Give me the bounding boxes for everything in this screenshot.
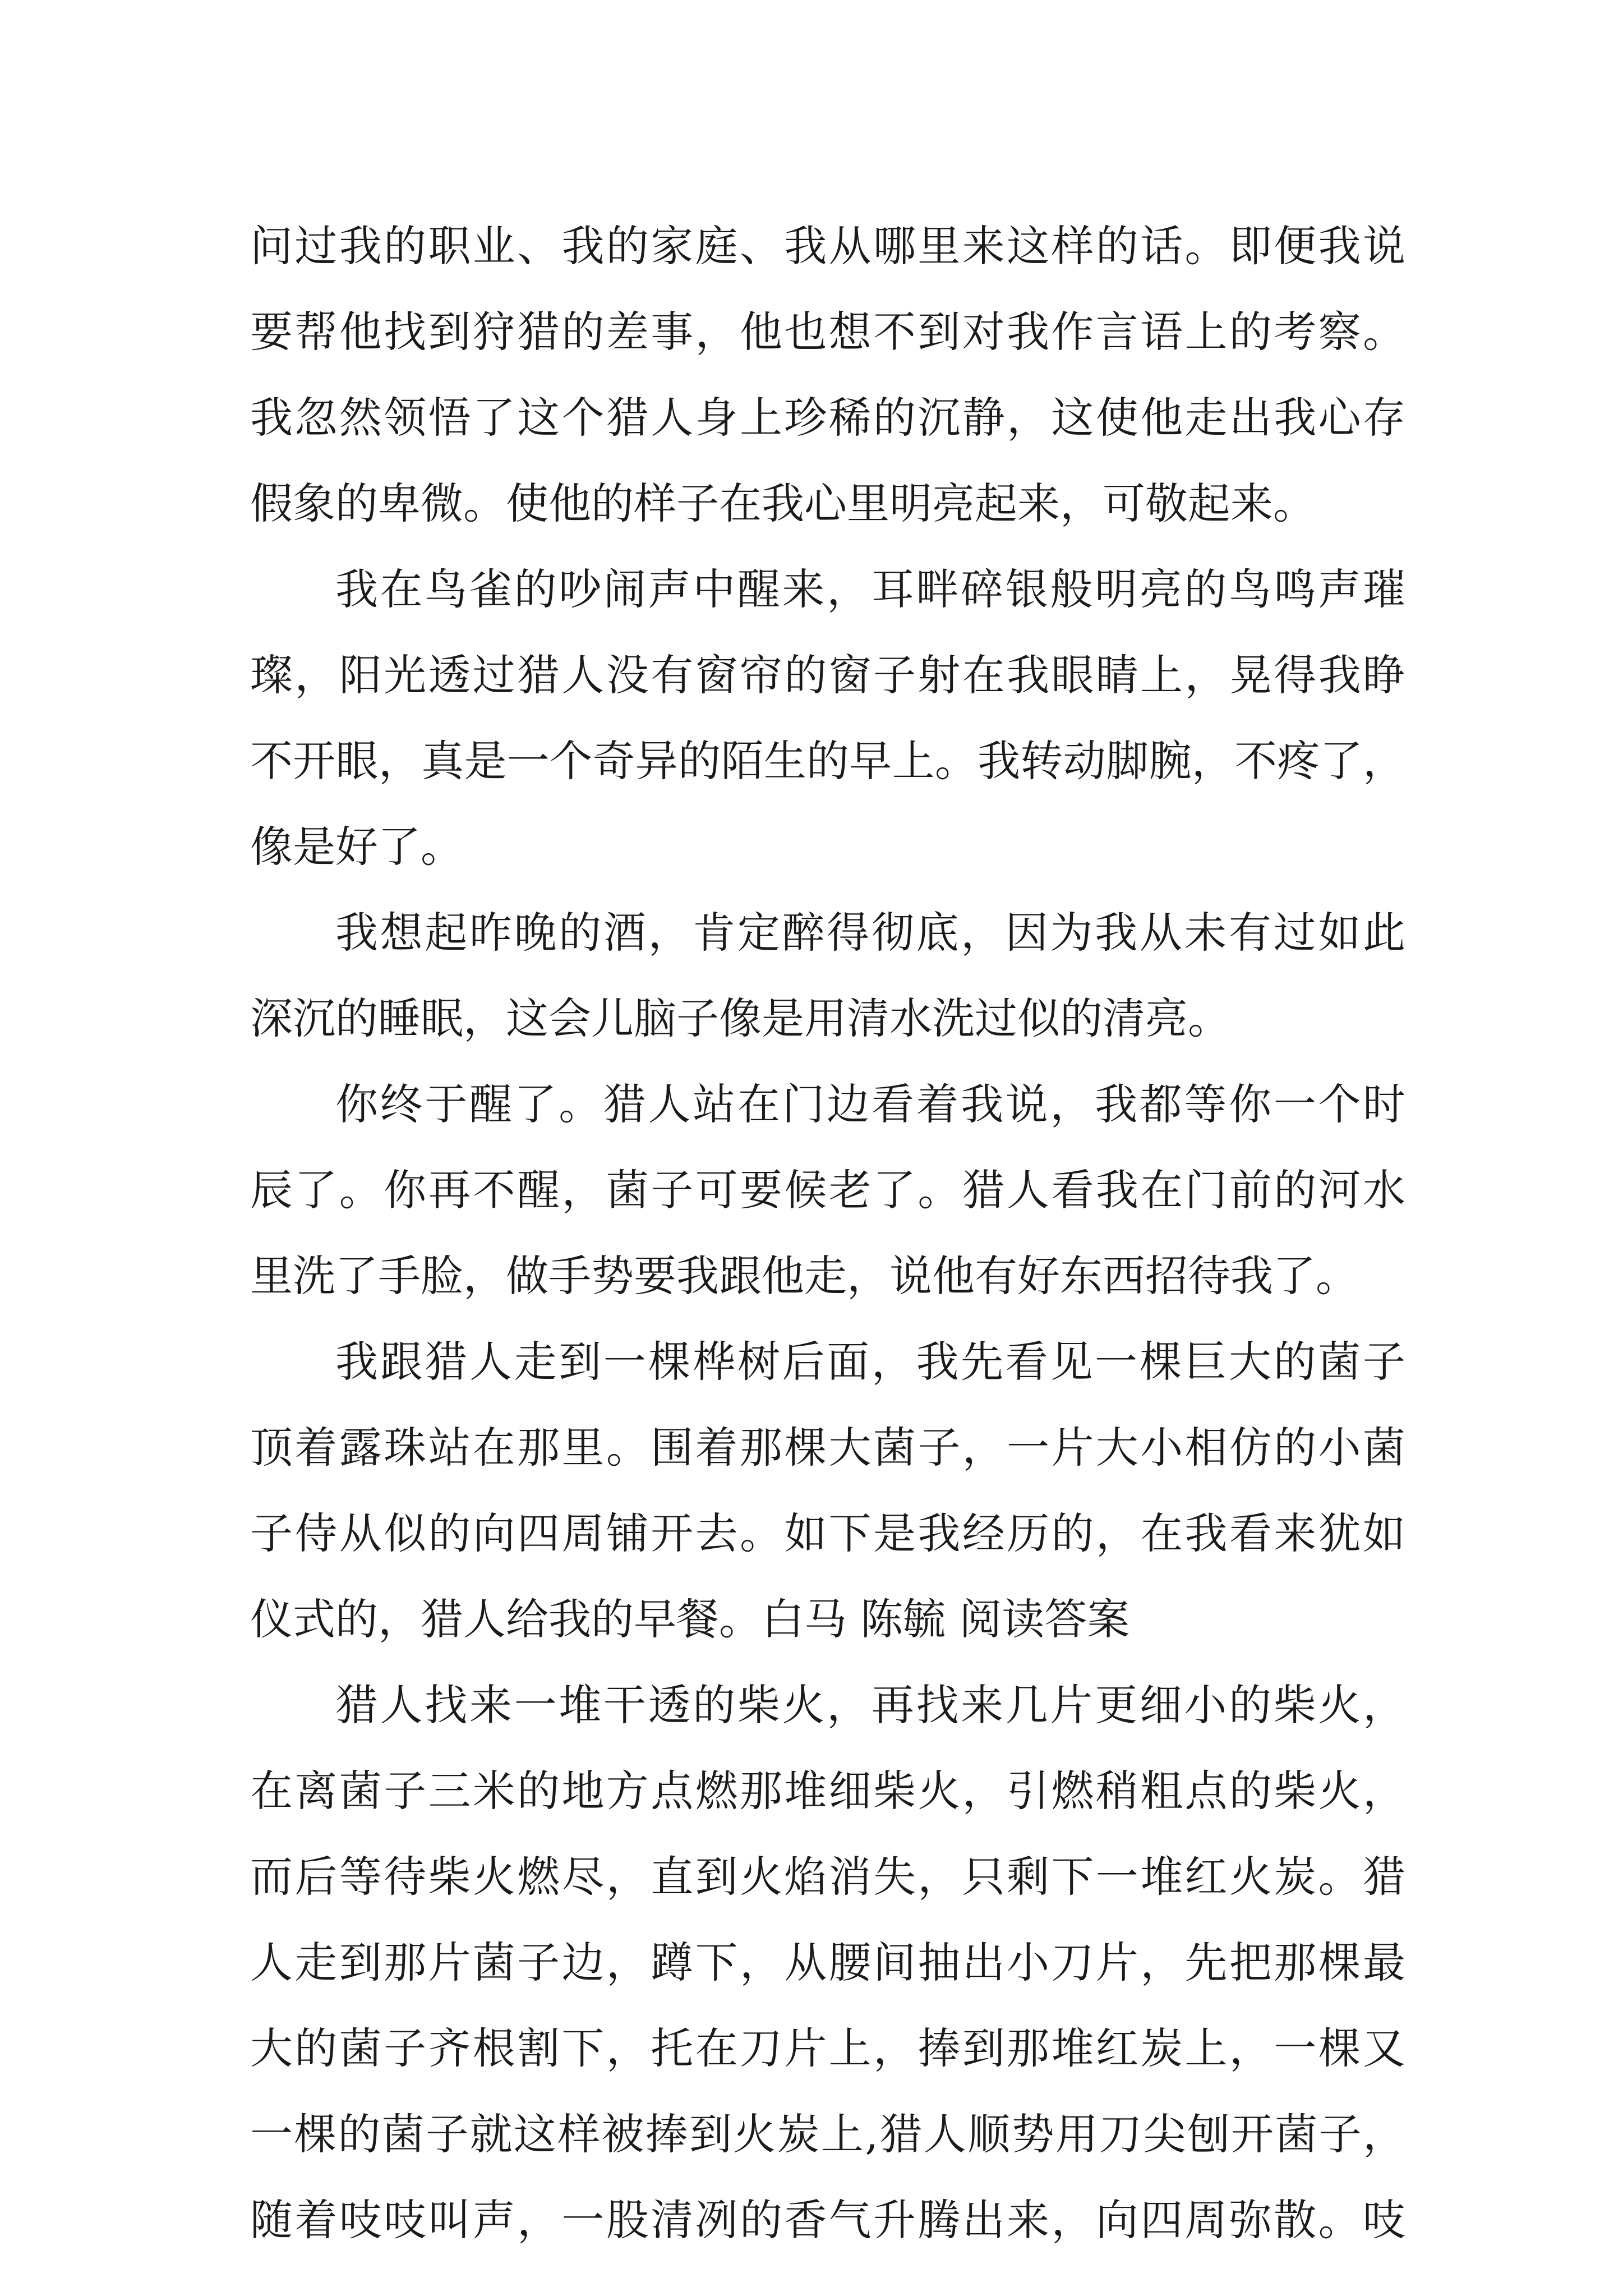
text-line: 随着吱吱叫声，一股清冽的香气升腾出来，向四周弥散。吱	[250, 2195, 1405, 2245]
text-line: 子侍从似的向四周铺开去。如下是我经历的，在我看来犹如	[250, 1508, 1405, 1558]
text-line: 而后等待柴火燃尽，直到火焰消失，只剩下一堆红火炭。猎	[250, 1852, 1405, 1902]
text-line: 仪式的，猎人给我的早餐。白马 陈毓 阅读答案	[250, 1594, 1130, 1644]
text-line: 在离菌子三米的地方点燃那堆细柴火，引燃稍粗点的柴火，	[250, 1766, 1405, 1816]
text-line: 要帮他找到狩猎的差事，他也想不到对我作言语上的考察。	[250, 307, 1405, 357]
text-line: 人走到那片菌子边，蹲下，从腰间抽出小刀片，先把那棵最	[250, 1938, 1405, 1987]
text-line: 深沉的睡眠，这会儿脑子像是用清水洗过似的清亮。	[250, 993, 1230, 1043]
text-line: 我跟猎人走到一棵桦树后面，我先看见一棵巨大的菌子	[335, 1337, 1405, 1387]
body-text	[250, 203, 1405, 2263]
text-line: 顶着露珠站在那里。围着那棵大菌子，一片大小相仿的小菌	[250, 1423, 1405, 1473]
text-line: 假象的卑微。使他的样子在我心里明亮起来，可敬起来。	[250, 478, 1316, 528]
text-line: 我在鸟雀的吵闹声中醒来，耳畔碎银般明亮的鸟鸣声璀	[335, 564, 1405, 614]
text-line: 像是好了。	[250, 822, 463, 872]
text-line: 你终于醒了。猎人站在门边看着我说，我都等你一个时	[335, 1079, 1405, 1129]
text-line: 大的菌子齐根割下，托在刀片上，捧到那堆红炭上，一棵又	[250, 2023, 1405, 2073]
text-line: 我忽然领悟了这个猎人身上珍稀的沉静，这使他走出我心存	[250, 393, 1405, 443]
text-line: 不开眼，真是一个奇异的陌生的早上。我转动脚腕，不疼了，	[250, 736, 1405, 786]
text-line: 里洗了手脸，做手势要我跟他走，说他有好东西招待我了。	[250, 1251, 1358, 1301]
text-line: 问过我的职业、我的家庭、我从哪里来这样的话。即便我说	[250, 221, 1405, 271]
text-line: 我想起昨晚的酒，肯定醉得彻底，因为我从未有过如此	[335, 908, 1405, 958]
text-line: 一棵的菌子就这样被捧到火炭上,猎人顺势用刀尖刨开菌子，	[250, 2109, 1405, 2159]
text-line: 璨，阳光透过猎人没有窗帘的窗子射在我眼睛上，晃得我睁	[250, 650, 1405, 700]
text-line: 猎人找来一堆干透的柴火，再找来几片更细小的柴火，	[335, 1680, 1405, 1730]
text-line: 辰了。你再不醒，菌子可要候老了。猎人看我在门前的河水	[250, 1165, 1405, 1215]
